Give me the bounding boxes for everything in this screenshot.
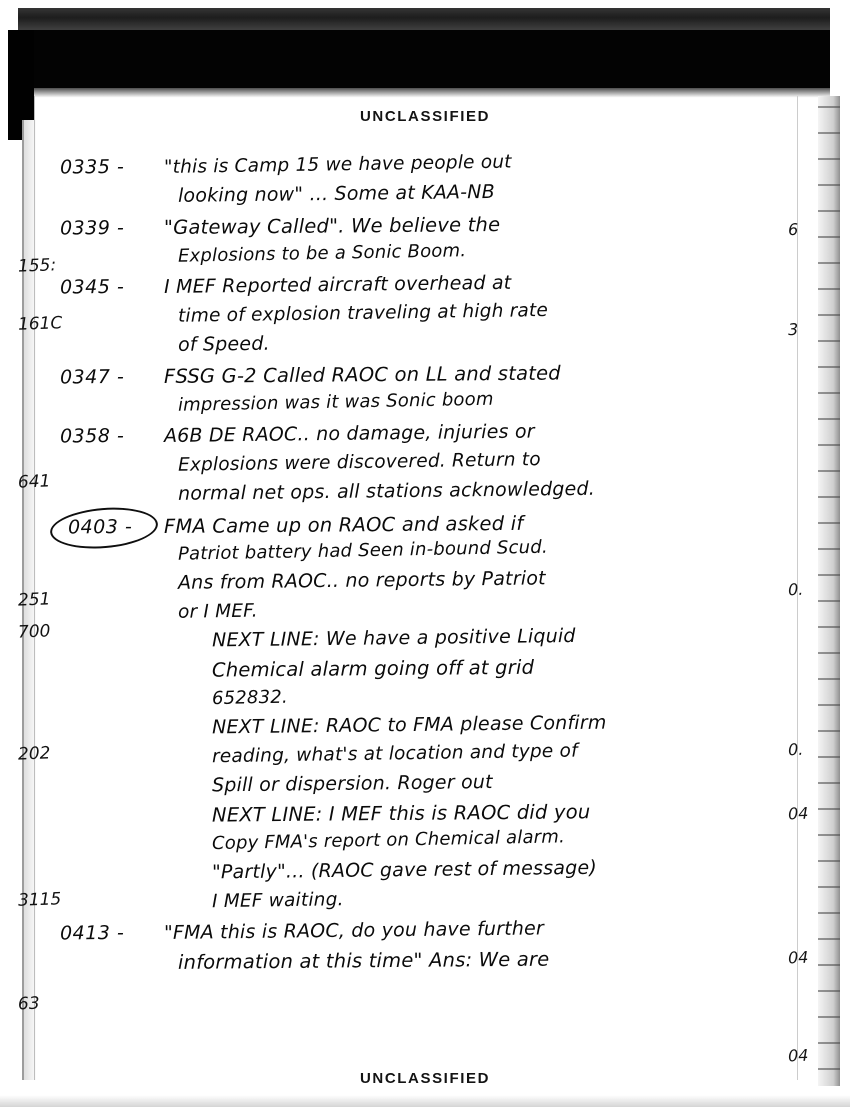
log-entry-text: of Speed. — [177, 332, 270, 356]
classification-banner-bottom: UNCLASSIFIED — [359, 1070, 491, 1087]
margin-note-left: 161C — [17, 313, 63, 335]
log-entry-text: I MEF waiting. — [211, 889, 344, 913]
margin-note-left: 63 — [17, 993, 40, 1015]
log-entry-line — [60, 477, 760, 512]
log-entry-text: Ans from RAOC.. no reports by Patriot — [177, 567, 546, 594]
log-entry-text: Patriot battery had Seen in-bound Scud. — [177, 536, 548, 565]
log-entry-text: reading, what's at location and type of — [211, 740, 578, 768]
log-entry-time: 0339 - — [59, 216, 125, 240]
log-entry-line — [60, 536, 760, 572]
scan-artifact-top-smudge — [18, 8, 830, 32]
log-entry-text: "Partly"... (RAOC gave rest of message) — [211, 856, 598, 884]
circled-time-marker: 0403 - — [60, 514, 141, 541]
log-entry-text: Explosions were discovered. Return to — [177, 449, 541, 476]
log-entry-text: Spill or dispersion. Roger out — [211, 770, 493, 797]
log-entry-line — [59, 917, 760, 951]
scan-artifact-right-ticks — [818, 96, 840, 1086]
margin-note-right: 04 — [787, 947, 809, 968]
log-entry-text: NEXT LINE: We have a positive Liquid — [211, 624, 576, 652]
log-entry-time: 0335 - — [59, 155, 125, 179]
log-entry-time: 0347 - — [59, 365, 125, 389]
log-entry-text: information at this time" Ans: We are — [177, 947, 550, 974]
log-entry — [59, 271, 760, 363]
log-entry-text: NEXT LINE: I MEF this is RAOC did you — [211, 800, 591, 827]
handwritten-log-entries — [59, 151, 760, 982]
log-entry-text: FMA Came up on RAOC and asked if — [163, 511, 524, 538]
log-entry-text: impression was it was Sonic boom — [177, 388, 494, 416]
margin-note-left: 3115 — [17, 889, 62, 911]
log-entry-line — [60, 826, 760, 862]
margin-note-right: 04 — [787, 803, 809, 824]
log-entry-text: Copy FMA's report on Chemical alarm. — [211, 826, 566, 855]
margin-note-left: 251 — [17, 589, 51, 611]
log-entry — [59, 917, 760, 980]
log-entry-text: I MEF Reported aircraft overhead at — [163, 271, 512, 298]
log-entry-line — [60, 240, 760, 274]
margin-note-right: 0. — [787, 579, 804, 600]
log-entry-time — [60, 513, 164, 540]
log-entry-text: "FMA this is RAOC, do you have further — [163, 917, 545, 944]
log-entry-text: Chemical alarm going off at grid — [211, 655, 535, 682]
log-entry-line — [60, 770, 760, 804]
log-entry — [60, 511, 760, 920]
log-entry-line — [60, 947, 760, 980]
scan-artifact-top-band — [8, 30, 830, 88]
margin-note-left: 700 — [17, 621, 51, 643]
margin-note-right: 04 — [787, 1045, 809, 1066]
log-entry-line — [60, 624, 760, 659]
log-entry-text: time of explosion traveling at high rate — [177, 299, 549, 327]
log-entry-line — [60, 334, 760, 363]
log-entry-line — [60, 180, 760, 214]
margin-note-right: 3 — [787, 319, 799, 340]
classification-banner-top: UNCLASSIFIED — [359, 108, 491, 125]
log-entry-line — [60, 891, 760, 920]
log-entry-text: looking now" ... Some at KAA-NB — [177, 180, 496, 207]
log-entry-text: normal net ops. all stations acknowledged. — [177, 477, 596, 505]
log-entry-line — [60, 601, 760, 630]
log-entry-text: 652832. — [211, 686, 289, 710]
margin-note-left: 155: — [17, 255, 57, 277]
log-entry-text: "Gateway Called". We believe the — [163, 213, 501, 239]
log-entry-time: 0345 - — [59, 275, 125, 299]
margin-note-left: 202 — [17, 743, 51, 765]
log-entry-line — [60, 388, 760, 423]
margin-note-right: 0. — [787, 739, 804, 760]
log-entry-line — [60, 655, 760, 688]
log-entry-time: 0413 - — [59, 921, 125, 945]
log-entry — [59, 420, 760, 512]
log-entry-line — [60, 711, 760, 746]
log-entry-text: "this is Camp 15 we have people out — [163, 151, 512, 178]
log-entry-line — [60, 740, 760, 775]
log-entry-text: NEXT LINE: RAOC to FMA please Confirm — [211, 711, 607, 739]
log-entry-line — [59, 420, 760, 454]
scan-artifact-bottom-fade — [0, 1093, 850, 1107]
log-entry-line — [60, 856, 760, 891]
log-entry-line — [59, 151, 760, 185]
log-entry-text: A6B DE RAOC.. no damage, injuries or — [163, 420, 535, 447]
log-entry-line — [60, 688, 760, 717]
margin-note-right: 6 — [787, 219, 799, 240]
log-entry-text: Explosions to be a Sonic Boom. — [177, 240, 467, 267]
log-entry — [59, 361, 760, 423]
log-entry-time: 0358 - — [59, 424, 125, 448]
margin-note-left: 641 — [17, 471, 51, 493]
log-entry-text: FSSG G-2 Called RAOC on LL and stated — [163, 361, 561, 388]
log-entry-line — [60, 299, 760, 334]
log-entry-line — [60, 567, 760, 601]
log-entry-line — [59, 271, 760, 305]
log-entry — [59, 151, 760, 214]
log-entry-text: or I MEF. — [177, 600, 258, 623]
log-entry-line — [60, 449, 760, 483]
log-entry — [59, 213, 760, 274]
